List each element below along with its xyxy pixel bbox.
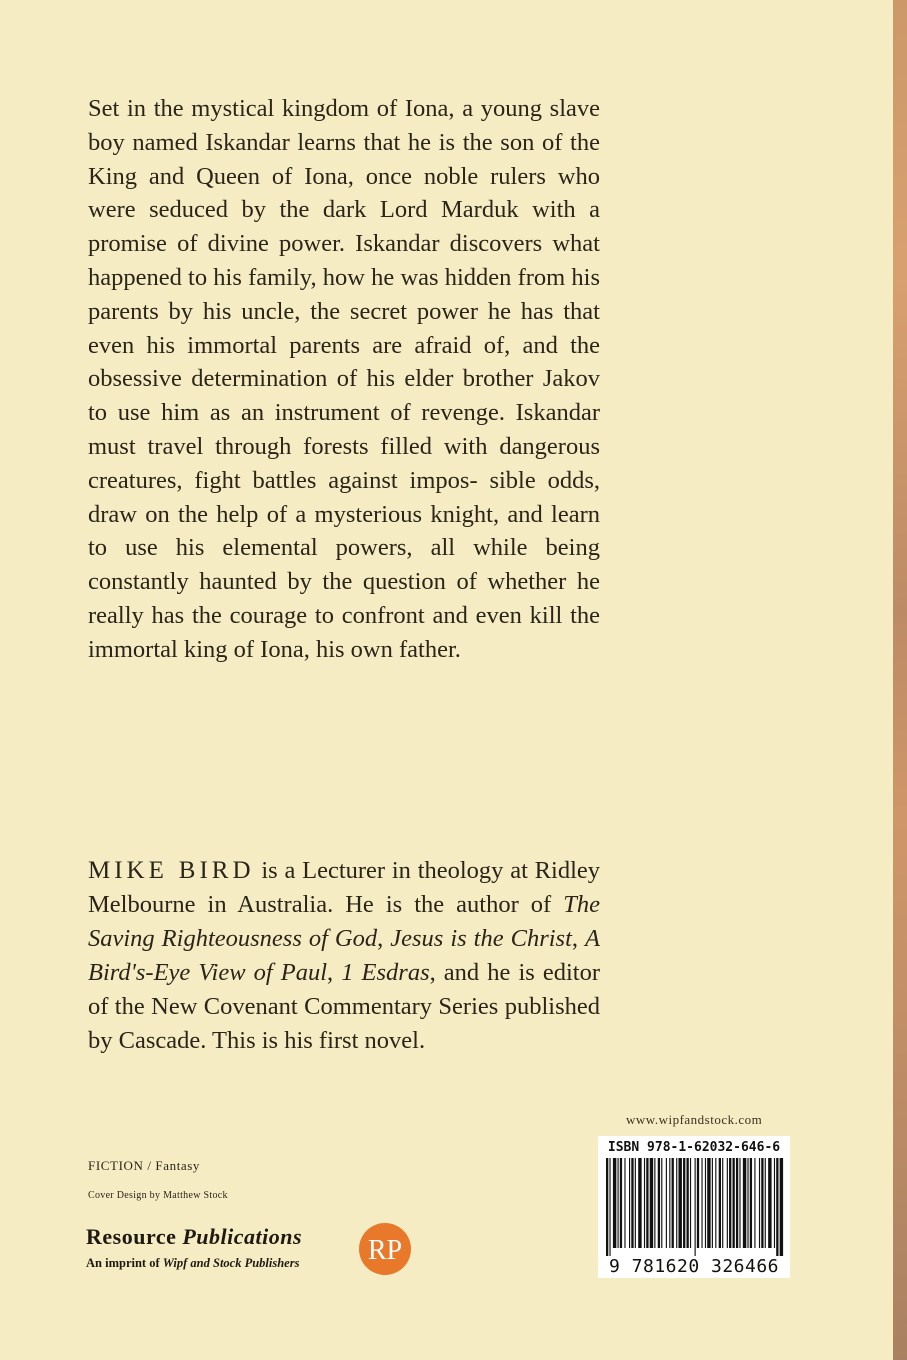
barcode-bar: [729, 1158, 731, 1248]
barcode-bar: [739, 1158, 740, 1248]
barcode-bar: [759, 1158, 760, 1248]
barcode-bar: [697, 1158, 699, 1248]
blurb-line: were seduced by the dark Lord Marduk with a: [88, 196, 600, 224]
barcode-bar: [722, 1158, 723, 1248]
bio-text: , and he is editor of the New Covenant Commentary Series published by Cascade. This is his first novel.: [88, 959, 600, 1054]
blurb-line: King and Queen of Iona, once noble rulers who: [88, 162, 600, 190]
bio-separator: ,: [377, 925, 391, 952]
blurb-line: Jakov to use him as an instrument of revenge.: [88, 365, 601, 427]
logo-text: RP: [367, 1235, 403, 1266]
book-title: 1 Esdras: [341, 959, 430, 986]
author-bio: [88, 854, 600, 1058]
publisher-imprint: [86, 1256, 299, 1271]
barcode-bar: [733, 1158, 735, 1248]
author-name: MIKE BIRD: [88, 857, 255, 884]
barcode-bar: [624, 1158, 625, 1248]
barcode-bar: [629, 1158, 630, 1248]
barcode-bar: [669, 1158, 670, 1248]
barcode-bar: [727, 1158, 728, 1248]
barcode-bar: [613, 1158, 616, 1248]
blurb-line: his parents by his uncle, the secret power he has: [88, 263, 601, 325]
bio-text: is a Lecturer in theology at Ridley Melbourne in Australia. He is the author of: [88, 857, 601, 918]
isbn-barcode: [598, 1136, 790, 1278]
barcode-bar: [780, 1158, 783, 1256]
barcode-bar: [712, 1158, 713, 1248]
barcode-bar: [650, 1158, 653, 1248]
publisher-website: www.wipfandstock.com: [626, 1112, 763, 1127]
cover-edge-art: [893, 0, 907, 1360]
publisher-word: Resource: [86, 1224, 183, 1249]
barcode-bar: [747, 1158, 748, 1248]
book-title: Jesus is the Christ: [390, 925, 572, 952]
barcode-bar: [705, 1158, 706, 1248]
barcode-bar: [768, 1158, 771, 1248]
barcode-bar: [654, 1158, 655, 1248]
isbn-label: ISBN 978-1-62032-646-6: [607, 1140, 781, 1155]
barcode-bar: [631, 1158, 633, 1248]
barcode-bar: [695, 1158, 696, 1256]
barcode-bar: [658, 1158, 660, 1248]
barcode-digits: 9 781620 326466: [608, 1256, 780, 1277]
barcode-bar: [719, 1158, 721, 1248]
cover-design-credit: Cover Design by Matthew Stock: [88, 1190, 228, 1201]
barcode-bar: [750, 1158, 752, 1248]
imprint-prefix: An imprint of: [86, 1256, 163, 1270]
barcode-bar: [646, 1158, 648, 1248]
blurb-line: boy named Iskandar learns that he is the son of the: [88, 128, 600, 156]
barcode-bar: [736, 1158, 738, 1248]
publisher-name: [86, 1224, 302, 1250]
barcode-bar: [743, 1158, 746, 1248]
publisher-word: Publications: [182, 1224, 303, 1249]
imprint-name: Wipf and Stock Publishers: [162, 1256, 300, 1270]
barcode-bar: [754, 1158, 755, 1248]
barcode-bar: [690, 1158, 691, 1248]
barcode-bar: [715, 1158, 716, 1248]
book-category: FICTION / Fantasy: [88, 1158, 201, 1173]
barcode-bar: [672, 1158, 674, 1248]
barcode-bar: [606, 1158, 608, 1256]
book-title: A Bird's-Eye View of Paul: [88, 925, 601, 986]
barcode-bar: [666, 1158, 667, 1248]
blurb-line: sible odds, draw on the help of a mysterious: [88, 466, 600, 528]
barcode-bar: [776, 1158, 778, 1256]
barcode-bar: [701, 1158, 702, 1248]
blurb-line: while being constantly haunted by the question of: [88, 534, 600, 596]
blurb-line: the obsessive determination of his elder brother: [88, 331, 601, 393]
barcode-bars: [604, 1158, 784, 1256]
barcode-bar: [661, 1158, 662, 1248]
barcode-bar: [676, 1158, 677, 1248]
barcode-bar: [774, 1158, 775, 1248]
barcode-bar: [761, 1158, 763, 1248]
blurb-line: dangerous creatures, fight battles against impos-: [88, 432, 601, 494]
barcode-bar: [683, 1158, 685, 1248]
barcode-bar: [609, 1158, 610, 1256]
blurb-line: happened to his family, how he was hidden from: [88, 263, 566, 291]
barcode-bar: [707, 1158, 710, 1248]
barcode-bar: [638, 1158, 641, 1248]
barcode-bar: [687, 1158, 689, 1248]
blurb-line: knight, and learn to use his elemental powers, all: [88, 500, 600, 562]
barcode-bar: [644, 1158, 645, 1248]
bio-separator: ,: [571, 925, 586, 952]
bio-separator: ,: [327, 959, 342, 986]
barcode-bar: [620, 1158, 622, 1248]
blurb-line: whether he really has the courage to confront and: [88, 568, 600, 629]
barcode-bar: [765, 1158, 766, 1248]
barcode-bar: [635, 1158, 636, 1248]
blurb-line: Iskandar must travel through forests filled with: [88, 399, 600, 460]
book-blurb: [88, 92, 600, 667]
blurb-line: Set in the mystical kingdom of Iona, a young slave: [88, 95, 600, 122]
blurb-line: promise of divine power. Iskandar discovers what: [88, 230, 600, 258]
blurb-line: that even his immortal parents are afraid of, and: [88, 297, 600, 359]
barcode-bar: [678, 1158, 681, 1248]
barcode-bar: [618, 1158, 619, 1248]
publisher-logo: [358, 1222, 412, 1276]
blurb-line: even kill the immortal king of Iona, his own father.: [88, 601, 601, 663]
book-title: The Saving Righteousness of God: [88, 891, 600, 952]
